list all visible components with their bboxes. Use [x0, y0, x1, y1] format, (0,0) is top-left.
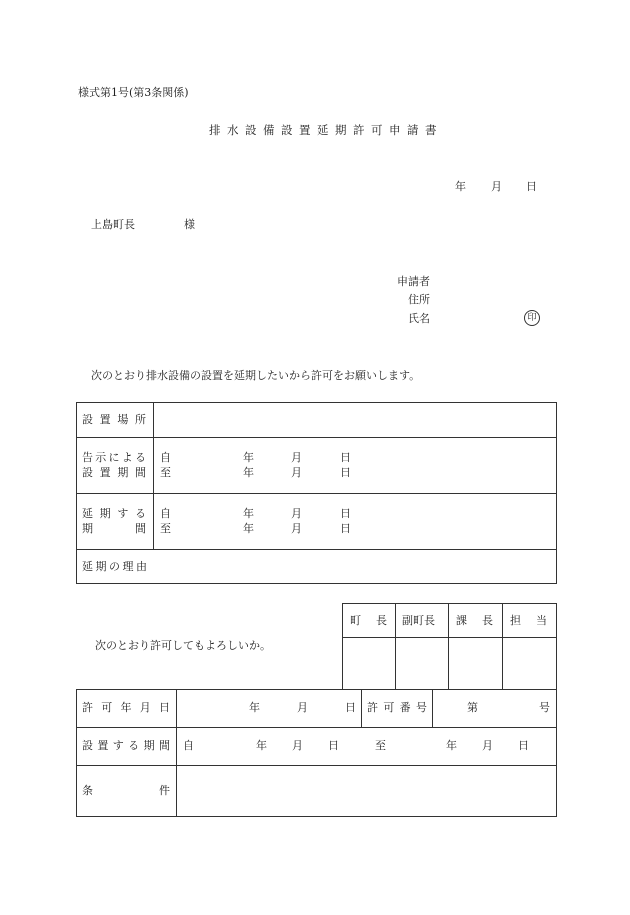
permit-date-month: 月	[297, 701, 308, 714]
extension-to-month: 月	[291, 522, 302, 535]
permit-number-label: 許 可 番 号	[367, 701, 427, 714]
extension-to-day: 日	[340, 522, 351, 535]
notice-from-year: 年	[243, 451, 254, 464]
notice-period-label-1: 告 示 に よ る	[82, 451, 146, 464]
install-from-year: 年	[256, 739, 267, 752]
install-from-day: 日	[328, 739, 339, 752]
condition-label: 条 件	[82, 784, 170, 797]
reason-label: 延期の理由	[82, 560, 150, 573]
install-period-label: 設 置 す る 期 間	[82, 739, 170, 752]
extension-from-year: 年	[243, 507, 254, 520]
form-number: 様式第1号(第3条関係)	[78, 86, 189, 99]
extension-from-day: 日	[340, 507, 351, 520]
extension-from-label: 自	[160, 507, 171, 520]
location-field[interactable]	[160, 415, 550, 429]
condition-field[interactable]	[183, 775, 551, 811]
addressee-name: 上島町長	[91, 218, 135, 231]
permit-number-suffix: 号	[539, 701, 550, 714]
notice-to-day: 日	[340, 466, 351, 479]
applicant-name-label: 氏名	[408, 312, 430, 325]
install-from-label: 自	[183, 739, 194, 752]
notice-to-year: 年	[243, 466, 254, 479]
notice-period-label-2: 設 置 期 間	[82, 466, 146, 479]
permit-date-label: 許 可 年 月 日	[82, 701, 170, 714]
install-to-day: 日	[518, 739, 529, 752]
applicant-label: 申請者	[397, 275, 430, 288]
notice-from-day: 日	[340, 451, 351, 464]
addressee-honorific: 様	[184, 218, 195, 231]
stamp-staff: 担 当	[510, 614, 547, 627]
install-to-year: 年	[446, 739, 457, 752]
permit-date-year: 年	[249, 701, 260, 714]
install-to-month: 月	[482, 739, 493, 752]
location-label: 設 置 場 所	[82, 413, 146, 426]
date-month-label: 月	[491, 180, 502, 193]
applicant-address-label: 住所	[408, 293, 430, 306]
stamp-mayor: 町 長	[350, 614, 387, 627]
install-from-month: 月	[292, 739, 303, 752]
page-title: 排水設備設置延期許可申請書	[209, 123, 443, 137]
stamp-deputy-mayor: 副町長	[402, 614, 435, 627]
date-year-label: 年	[455, 180, 466, 193]
extension-period-label-2: 期 間	[82, 522, 146, 535]
notice-to-month: 月	[291, 466, 302, 479]
extension-to-year: 年	[243, 522, 254, 535]
reason-field[interactable]	[160, 560, 550, 576]
extension-from-month: 月	[291, 507, 302, 520]
date-day-label: 日	[526, 180, 537, 193]
install-to-label: 至	[375, 739, 386, 752]
extension-to-label: 至	[160, 522, 171, 535]
permit-date-day: 日	[345, 701, 356, 714]
notice-from-month: 月	[291, 451, 302, 464]
extension-period-label-1: 延 期 す る	[82, 507, 146, 520]
notice-from-label: 自	[160, 451, 171, 464]
stamp-section-chief: 課 長	[456, 614, 493, 627]
permit-number-prefix: 第	[467, 701, 478, 714]
notice-to-label: 至	[160, 466, 171, 479]
approval-text: 次のとおり許可してもよろしいか。	[95, 639, 271, 652]
seal-mark: 印	[524, 310, 540, 326]
intro-text: 次のとおり排水設備の設置を延期したいから許可をお願いします。	[91, 369, 421, 382]
